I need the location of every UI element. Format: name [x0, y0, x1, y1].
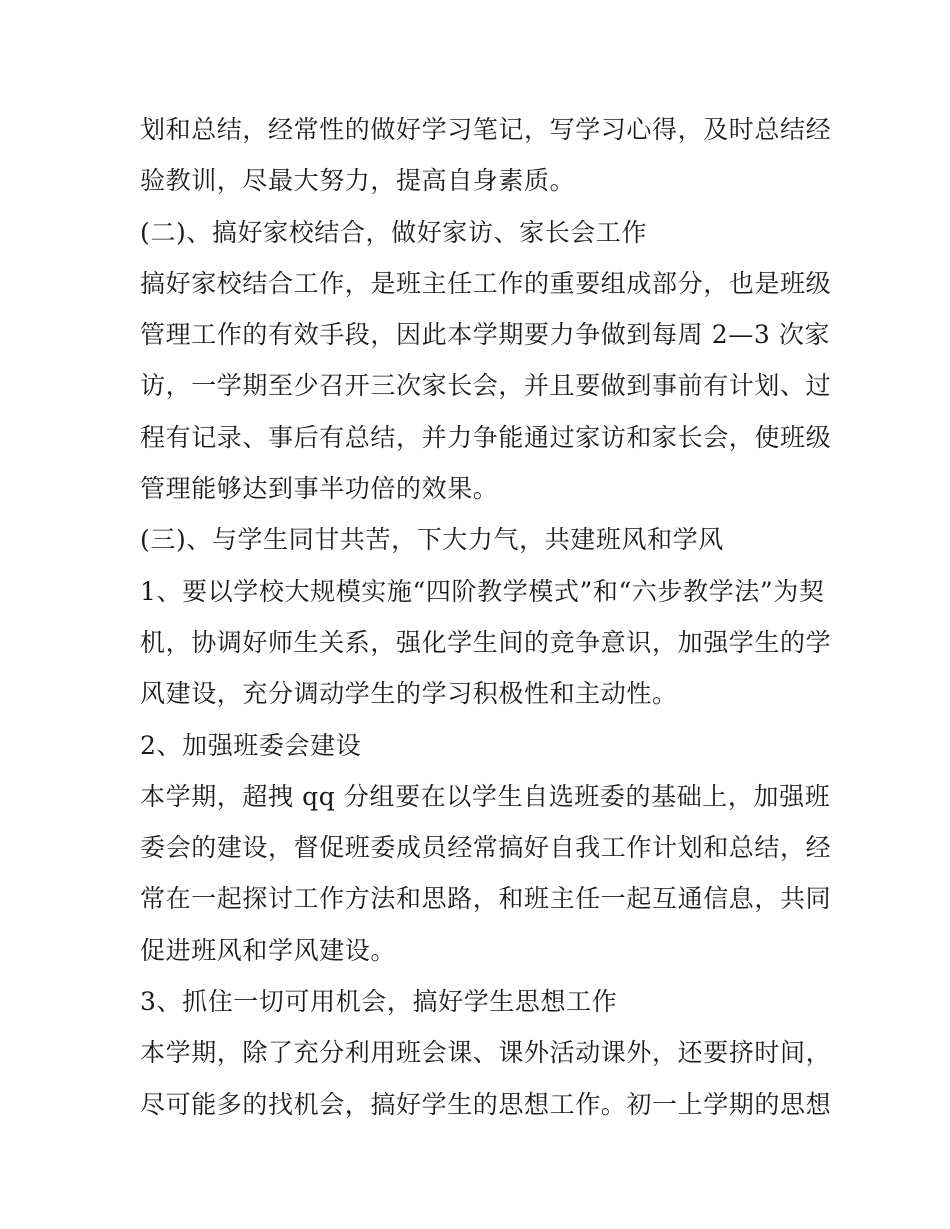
- subsection-heading: 2、加强班委会建设: [140, 730, 362, 760]
- text-line: 管理工作的有效手段，因此本学期要力争做到每周 2—3 次家: [140, 320, 831, 350]
- text-line: 尽可能多的找机会，搞好学生的思想工作。初一上学期的思想: [140, 1089, 832, 1119]
- text-line: 风建设，充分调动学生的学习积极性和主动性。: [140, 679, 678, 709]
- text-line: 程有记录、事后有总结，并力争能通过家访和家长会，使班级: [140, 422, 832, 452]
- text-line: 本学期，超拽 qq 分组要在以学生自选班委的基础上，加强班: [140, 781, 831, 811]
- text-line: 验教训，尽最大努力，提高自身素质。: [140, 166, 576, 196]
- section-heading: (三)、与学生同甘共苦，下大力气，共建班风和学风: [140, 525, 724, 555]
- document-body: [140, 104, 840, 1130]
- text-line: 搞好家校结合工作，是班主任工作的重要组成部分，也是班级: [140, 268, 832, 298]
- section-heading: (二)、搞好家校结合，做好家访、家长会工作: [140, 217, 648, 247]
- text-line: 常在一起探讨工作方法和思路，和班主任一起互通信息，共同: [140, 884, 832, 914]
- text-line: 划和总结，经常性的做好学习笔记，写学习心得，及时总结经: [140, 115, 832, 144]
- text-line: 访，一学期至少召开三次家长会，并且要做到事前有计划、过: [140, 371, 832, 401]
- subsection-heading: 3、抓住一切可用机会，搞好学生思想工作: [140, 987, 618, 1017]
- text-line: 管理能够达到事半功倍的效果。: [140, 474, 499, 504]
- text-line: 促进班风和学风建设。: [140, 935, 397, 965]
- text-line: 委会的建设，督促班委成员经常搞好自我工作计划和总结，经: [140, 833, 832, 863]
- text-line: 1、要以学校大规模实施“四阶教学模式”和“六步教学法”为契: [140, 576, 825, 606]
- text-line: 机，协调好师生关系，强化学生间的竞争意识，加强学生的学: [140, 627, 832, 657]
- text-line: 本学期，除了充分利用班会课、课外活动课外，还要挤时间，: [140, 1038, 832, 1068]
